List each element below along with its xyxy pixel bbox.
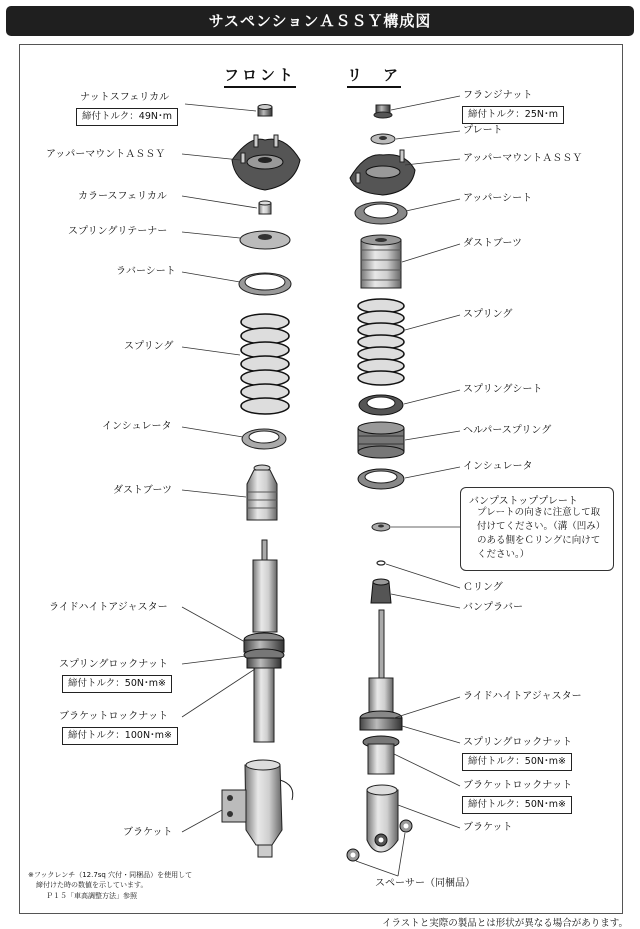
- rear-flange-torque-box: 締付トルク：25N･m: [462, 106, 564, 124]
- front-bracket-lock-nut-label: ブラケットロックナット: [59, 711, 169, 722]
- rear-bracket-lock-torque-box: 締付トルク：50N･m※: [462, 796, 572, 814]
- front-section-title: フロント: [224, 64, 296, 88]
- front-collar-spherical-label: カラースフェリカル: [78, 191, 167, 202]
- rear-spring-lock-nut-label: スプリングロックナット: [463, 737, 572, 748]
- footnote-line-2: 締付けた時の数値を示しています。: [36, 881, 148, 889]
- rear-c-ring-label: Ｃリング: [463, 582, 503, 593]
- rear-upper-mount-drawing: [350, 150, 415, 195]
- rear-ride-height-adjuster-label: ライドハイトアジャスター: [463, 691, 582, 702]
- front-shock-body-drawing: [244, 540, 284, 742]
- footnote-line-1: ※フックレンチ（12.7sq 穴付・同梱品）を使用して: [28, 871, 193, 879]
- rear-dust-boot-drawing: [361, 235, 401, 288]
- rear-helper-spring-drawing: [358, 422, 404, 458]
- page-header: サスペンションＡＳＳＹ構成図: [6, 6, 634, 36]
- front-rubber-seat-label: ラバーシート: [116, 266, 176, 277]
- rear-insulator-drawing: [358, 469, 404, 489]
- rear-c-ring-drawing: [377, 561, 385, 565]
- rear-section-title: リ ア: [347, 64, 401, 88]
- front-dust-boot-drawing: [247, 465, 277, 520]
- front-upper-mount-label: アッパーマウントＡＳＳＹ: [46, 149, 166, 160]
- rear-upper-seat-drawing: [355, 202, 407, 224]
- rear-bump-stop-plate-drawing: [372, 523, 390, 531]
- rear-spring-seat-drawing: [359, 395, 403, 415]
- front-nut-spherical-drawing: [258, 105, 272, 117]
- rear-bracket-lock-nut-label: ブラケットロックナット: [463, 780, 573, 791]
- rear-upper-mount-label: アッパーマウントＡＳＳＹ: [463, 153, 583, 164]
- rear-insulator-label: インシュレータ: [463, 461, 533, 472]
- rear-spacer-label: スペーサー（同梱品）: [375, 878, 475, 889]
- rear-bump-rubber-drawing: [371, 579, 391, 603]
- front-bracket-label: ブラケット: [123, 827, 173, 838]
- rear-flange-nut-drawing: [374, 105, 392, 118]
- front-spring-drawing: [241, 314, 289, 414]
- front-spring-lock-nut-label: スプリングロックナット: [59, 659, 168, 670]
- disclaimer-text: イラストと実際の製品とは形状が異なる場合があります。: [382, 918, 628, 929]
- rear-spring-label: スプリング: [463, 309, 513, 320]
- front-spring-label: スプリング: [124, 341, 174, 352]
- rear-bracket-drawing: [367, 785, 398, 852]
- rear-plate-drawing: [371, 134, 395, 144]
- front-nut-spherical-label: ナットスフェリカル: [80, 92, 170, 103]
- front-ride-height-adjuster-label: ライドハイトアジャスター: [49, 602, 168, 613]
- front-spring-retainer-label: スプリングリテーナー: [68, 226, 168, 237]
- rear-upper-seat-label: アッパーシート: [463, 193, 533, 204]
- bump-stop-plate-title: バンプストッププレート: [469, 496, 578, 507]
- rear-helper-spring-label: ヘルパースプリング: [463, 425, 552, 436]
- bump-stop-plate-note: [460, 487, 614, 571]
- footnote-line-3: Ｐ１５「車高調整方法」参照: [46, 892, 137, 900]
- rear-shock-body-drawing: [360, 610, 402, 774]
- rear-spring-drawing: [358, 299, 404, 385]
- rear-bracket-label: ブラケット: [463, 822, 513, 833]
- front-insulator-drawing: [242, 429, 286, 449]
- front-bracket-drawing: [222, 760, 293, 857]
- front-upper-mount-drawing: [232, 135, 300, 190]
- rear-spring-lock-torque-box: 締付トルク：50N･m※: [462, 753, 572, 771]
- front-collar-spherical-drawing: [259, 201, 271, 214]
- leader-lines: [182, 96, 460, 876]
- front-spring-lock-torque-box: 締付トルク：50N･m※: [62, 675, 172, 693]
- rear-plate-label: プレート: [463, 125, 503, 136]
- bump-stop-plate-instruction: プレートの向きに注意して取付けてください。（溝（凹み）のある側をＣリングに向けてください。）: [477, 507, 606, 560]
- front-nut-torque-box: 締付トルク：49N･m: [76, 108, 178, 126]
- rear-flange-nut-label: フランジナット: [463, 90, 533, 101]
- rear-spring-seat-label: スプリングシート: [463, 384, 543, 395]
- front-rubber-seat-drawing: [239, 273, 291, 295]
- front-bracket-lock-torque-box: 締付トルク：100N･m※: [62, 727, 178, 745]
- rear-bump-rubber-label: バンプラバー: [463, 602, 523, 613]
- front-insulator-label: インシュレータ: [102, 421, 172, 432]
- rear-dust-boot-label: ダストブーツ: [463, 238, 522, 249]
- front-dust-boot-label: ダストブーツ: [113, 485, 172, 496]
- front-spring-retainer-drawing: [240, 231, 290, 249]
